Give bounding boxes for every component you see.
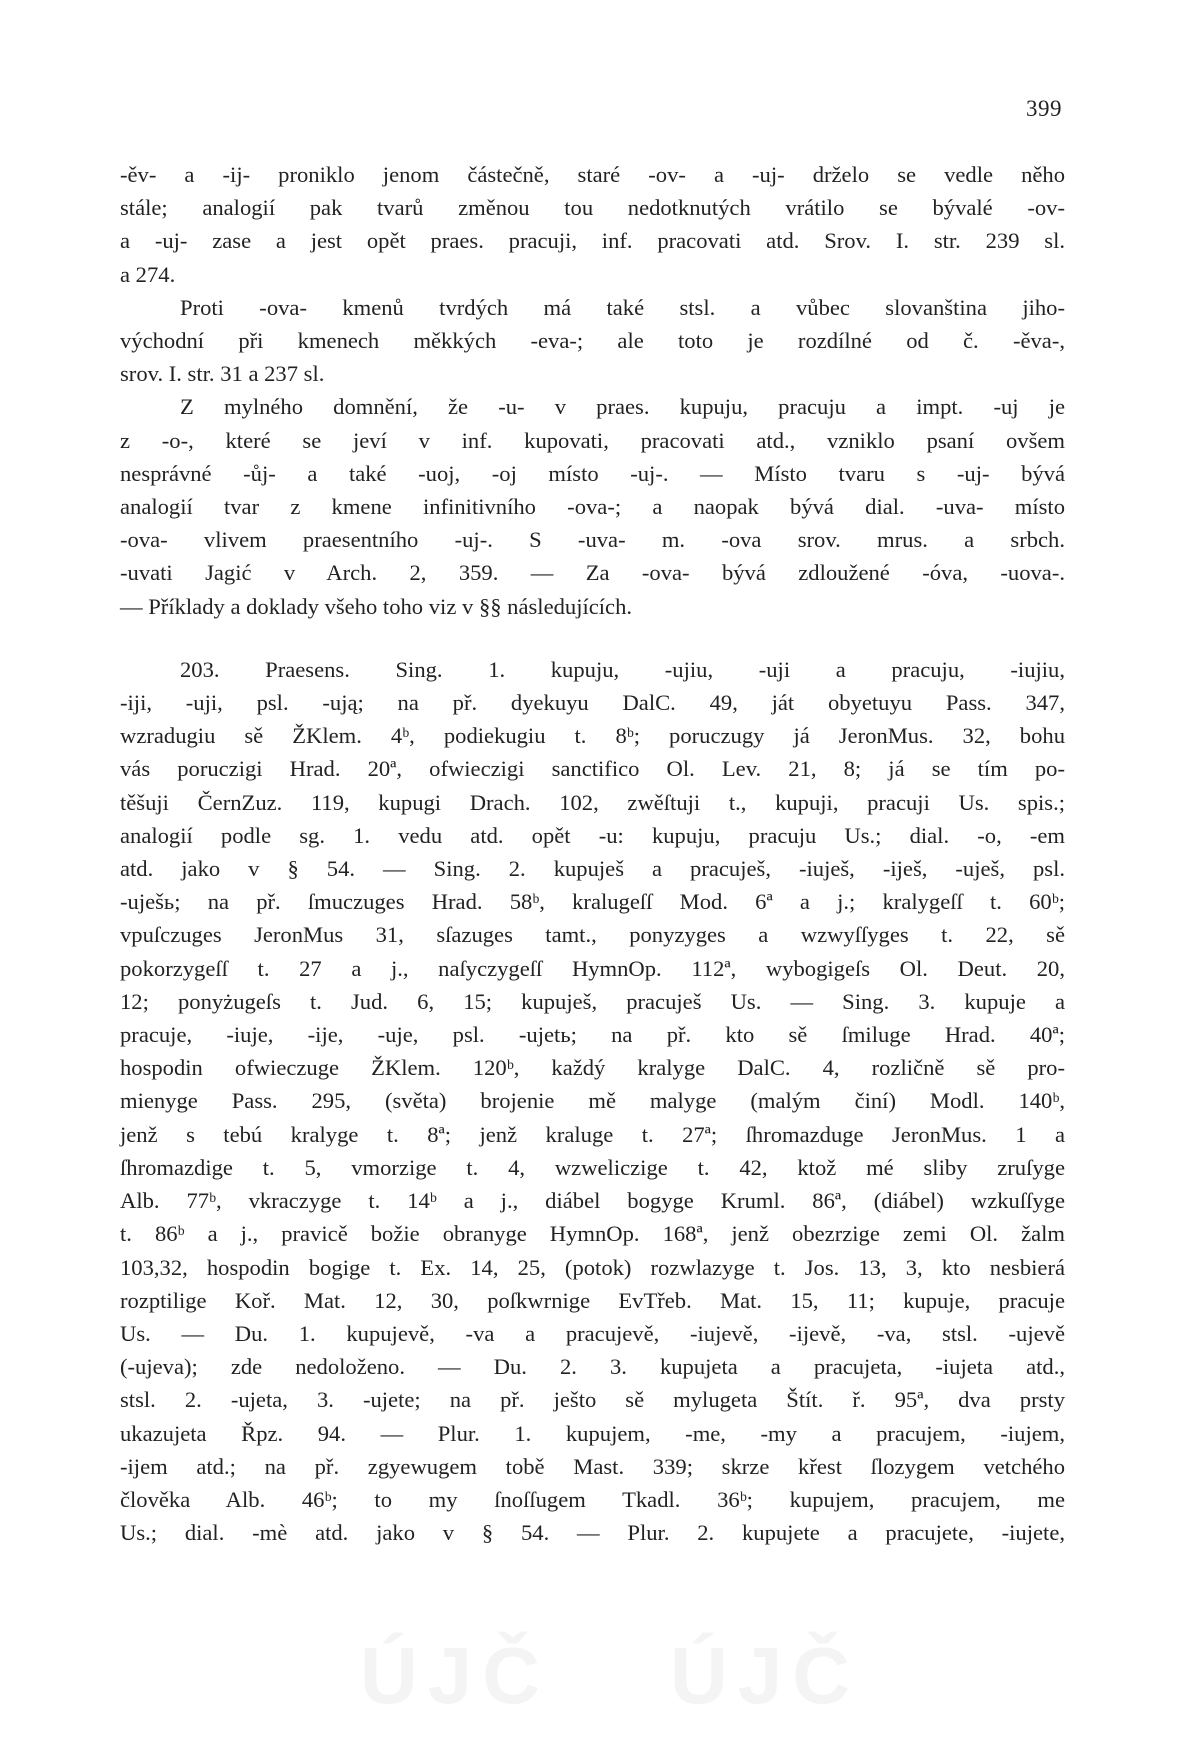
text-line: -ěv- a -ij- proniklo jenom částečně, staré -ov- a -uj- drželo se vedle něho <box>120 162 1065 187</box>
text-line: 12; ponyżugeſs t. Jud. 6, 15; kupuješ, pracuješ Us. — Sing. 3. kupuje a <box>120 988 1065 1014</box>
text-line: rozptilige Koř. Mat. 12, 30, poſkwrnige EvTřeb. Mat. 15, 11; kupuje, pracuje <box>120 1287 1065 1313</box>
text-line: ukazujeta Řpz. 94. — Plur. 1. kupujem, -me, -my a pracujem, -iujem, <box>120 1420 1065 1446</box>
text-line: nesprávné -ůj- a také -uoj, -oj místo -uj-. — Místo tvaru s -uj- bývá <box>120 460 1065 486</box>
text-line: analogií podle sg. 1. vedu atd. opět -u: kupuju, pracuju Us.; dial. -o, -em <box>120 822 1065 848</box>
text-line: pokorzygeſſ t. 27 a j., naſyczygeſſ HymnOp. 112ª, wybogigeſs Ol. Deut. 20, <box>120 955 1065 981</box>
text-line: wzradugiu sě ŽKlem. 4ᵇ, podiekugiu t. 8ᵇ; poruczugy já JeronMus. 32, bohu <box>120 723 1065 749</box>
text-line: vás poruczigi Hrad. 20ª, ofwieczigi sanctifico Ol. Lev. 21, 8; já se tím po- <box>120 756 1065 782</box>
text-line: -ova- vlivem praesentního -uj-. S -uva- m. -ova srov. mrus. a srbch. <box>120 527 1065 553</box>
text-line: východní při kmenech měkkých -eva-; ale toto je rozdílné od č. -ěva-, <box>120 328 1065 354</box>
section-203 <box>120 653 1065 1549</box>
text-line: -ijem atd.; na př. zgyewugem tobě Mast. 339; skrze křest ſlozygem vetchého <box>120 1453 1065 1479</box>
text-line: mienyge Pass. 295, (světa) brojenie mě malyge (malým činí) Modl. 140ᵇ, <box>120 1088 1065 1114</box>
text-line: atd. jako v § 54. — Sing. 2. kupuješ a pracuješ, -iuješ, -iješ, -uješ, psl. <box>120 856 1065 882</box>
text-line: stsl. 2. -ujeta, 3. -ujete; na př. ješto sě mylugeta Štít. ř. 95ª, dva prsty <box>120 1387 1065 1413</box>
text-line: Us. — Du. 1. kupujevě, -va a pracujevě, -iujevě, -ijevě, -va, stsl. -ujevě <box>120 1320 1065 1346</box>
text-line: 203. Praesens. Sing. 1. kupuju, -ujiu, -uji a pracuju, -iujiu, <box>180 656 1065 682</box>
text-line: a 274. <box>120 261 176 287</box>
watermark <box>300 1630 920 1722</box>
text-line: 103,32, hospodin bogige t. Ex. 14, 25, (potok) rozwlazyge t. Jos. 13, 3, kto nesbierá <box>120 1254 1065 1280</box>
text-line: stále; analogií pak tvarů změnou tou nedotknutých vrátilo se bývalé -ov- <box>120 195 1065 221</box>
text-line: těšuji ČernZuz. 119, kupugi Drach. 102, zwěſtuji t., kupuji, pracuji Us. spis.; <box>120 789 1065 815</box>
text-line: hospodin ofwieczuge ŽKlem. 120ᵇ, každý kralyge DalC. 4, rozličně sě pro- <box>120 1055 1065 1081</box>
text-line: (-ujeva); zde nedoloženo. — Du. 2. 3. kupujeta a pracujeta, -iujeta atd., <box>120 1354 1065 1380</box>
text-line: Proti -ova- kmenů tvrdých má také stsl. a vůbec slovanština jiho- <box>180 294 1065 320</box>
page-number: 399 <box>1026 96 1062 121</box>
watermark-text: ÚJČ <box>359 1631 551 1720</box>
text-line: Alb. 77ᵇ, vkraczyge t. 14ᵇ a j., diábel bogyge Kruml. 86ª, (diábel) wzkuſſyge <box>120 1188 1065 1214</box>
text-line: ſhromazdige t. 5, vmorzige t. 4, wzweliczige t. 42, ktož mé sliby zruſyge <box>120 1154 1065 1180</box>
text-line: Us.; dial. -mè atd. jako v § 54. — Plur. 2. kupujete a pracujete, -iujete, <box>120 1520 1065 1546</box>
text-line: t. 86ᵇ a j., pravicě božie obranyge HymnOp. 168ª, jenž obezrzige zemi Ol. žalm <box>120 1221 1065 1247</box>
text-line: Z mylného domnění, že -u- v praes. kupuju, pracuju a impt. -uj je <box>180 394 1065 420</box>
text-line: člověka Alb. 46ᵇ; to my ſnoſſugem Tkadl. 36ᵇ; kupujem, pracujem, me <box>120 1486 1065 1512</box>
text-line: vpuſczuges JeronMus 31, sſazuges tamt., ponyzyges a wzwyſſyges t. 22, sě <box>120 922 1065 948</box>
watermark-text: ÚJČ <box>669 1631 861 1720</box>
text-line: -uvati Jagić v Arch. 2, 359. — Za -ova- bývá zdloužené -óva, -uova-. <box>120 560 1065 586</box>
text-line: z -o-, které se jeví v inf. kupovati, pracovati atd., vzniklo psaní ovšem <box>120 427 1065 453</box>
paragraph-3 <box>120 390 1065 622</box>
body-text <box>120 158 1065 1549</box>
text-line: — Příklady a doklady všeho toho viz v §§ následujících. <box>120 593 633 619</box>
paragraph-2 <box>120 291 1065 391</box>
text-line: pracuje, -iuje, -ije, -uje, psl. -ujetь; na př. kto sě ſmiluge Hrad. 40ª; <box>120 1022 1065 1048</box>
paragraph-1 <box>120 158 1065 291</box>
text-line: -uješь; na př. ſmuczuges Hrad. 58ᵇ, kralugeſſ Mod. 6ª a j.; kralygeſſ t. 60ᵇ; <box>120 889 1065 915</box>
text-line: srov. I. str. 31 a 237 sl. <box>120 361 325 387</box>
text-line: a -uj- zase a jest opět praes. pracuji, inf. pracovati atd. Srov. I. str. 239 sl. <box>120 228 1065 254</box>
text-line: -iji, -uji, psl. -ują; na př. dyekuyu DalC. 49, ját obyetuyu Pass. 347, <box>120 690 1065 716</box>
text-line: jenž s tebú kralyge t. 8ª; jenž kraluge t. 27ª; ſhromazduge JeronMus. 1 a <box>120 1121 1065 1147</box>
text-line: analogií tvar z kmene infinitivního -ova-; a naopak bývá dial. -uva- místo <box>120 494 1065 520</box>
